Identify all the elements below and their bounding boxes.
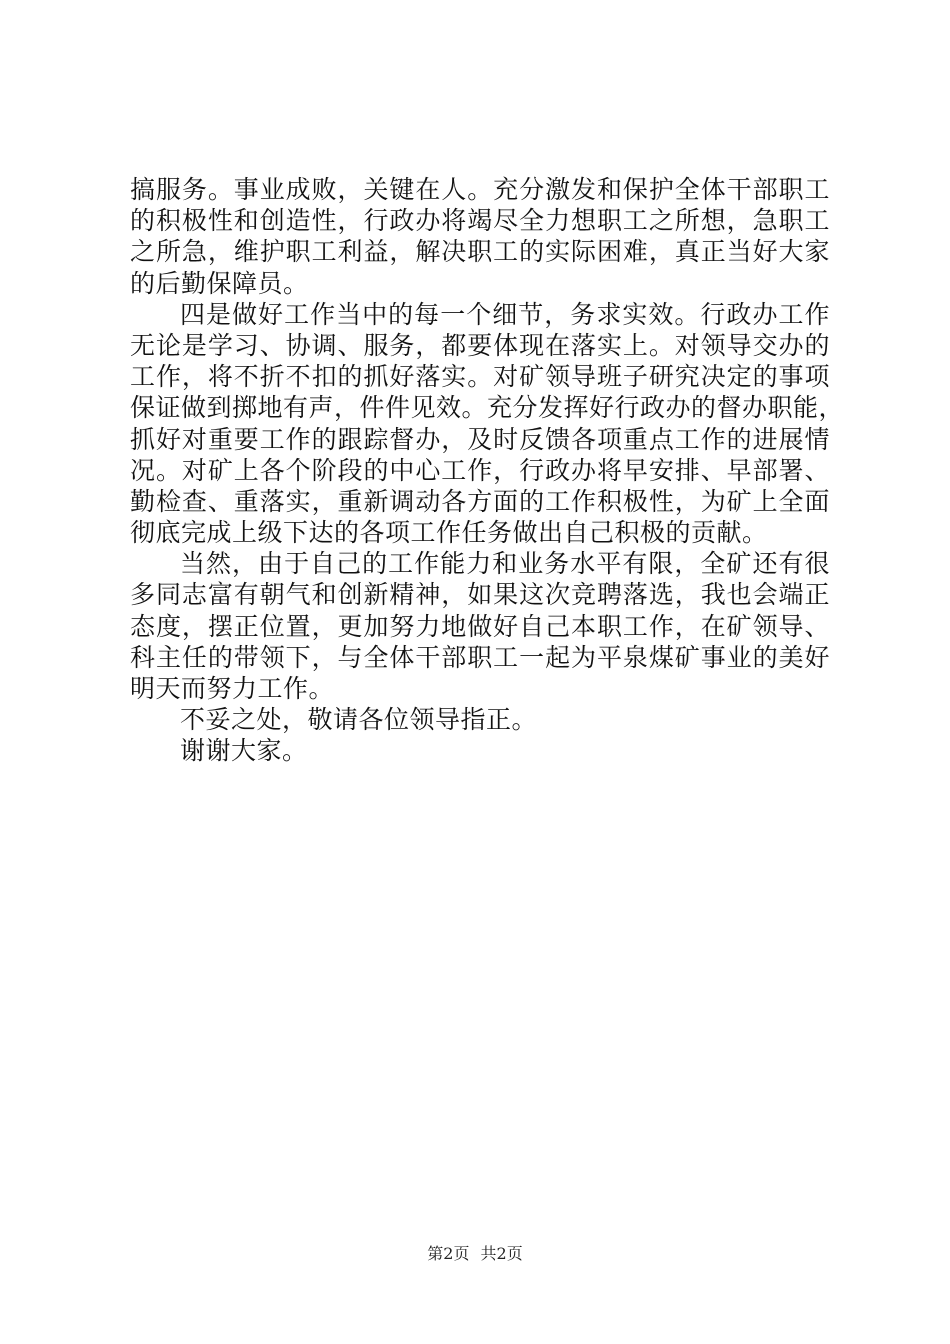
text-line: 搞服务。事业成败，关键在人。充分激发和保护全体干部职工 [130,175,830,204]
paragraph-start-line: 当然，由于自己的工作能力和业务水平有限，全矿还有很 [180,549,830,579]
text-line: 之所急，维护职工利益，解决职工的实际困难，真正当好大家 [130,237,830,267]
text-line: 多同志富有朝气和创新精神，如果这次竞聘落选，我也会端正 [130,580,830,610]
closing-line: 不妥之处，敬请各位领导指正。 [180,705,538,735]
text-line: 态度，摆正位置，更加努力地做好自己本职工作，在矿领导、 [130,611,830,641]
text-line: 的积极性和创造性，行政办将竭尽全力想职工之所想，急职工 [130,206,830,236]
text-line: 无论是学习、协调、服务，都要体现在落实上。对领导交办的 [130,330,830,360]
text-line: 彻底完成上级下达的各项工作任务做出自己积极的贡献。 [130,518,768,548]
text-line: 的后勤保障员。 [130,268,309,298]
page-total: 共2页 [480,1244,523,1263]
body-text [130,174,845,767]
text-line: 工作，将不折不扣的抓好落实。对矿领导班子研究决定的事项 [130,362,830,392]
thanks-line: 谢谢大家。 [180,736,308,766]
text-line: 况。对矿上各个阶段的中心工作，行政办将早安排、早部署、 [130,455,830,485]
paragraph-start-line: 四是做好工作当中的每一个细节，务求实效。行政办工作 [180,299,830,329]
text-line: 明天而努力工作。 [130,674,335,703]
text-line: 科主任的带领下，与全体干部职工一起为平泉煤矿事业的美好 [130,642,830,672]
page-footer [0,1241,950,1264]
text-line: 保证做到掷地有声，件件见效。充分发挥好行政办的督办职能， [130,393,845,423]
text-line: 勤检查、重落实，重新调动各方面的工作积极性，为矿上全面 [130,486,830,516]
page-number: 第2页 [427,1244,470,1263]
text-line: 抓好对重要工作的跟踪督办，及时反馈各项重点工作的进展情 [130,424,830,454]
